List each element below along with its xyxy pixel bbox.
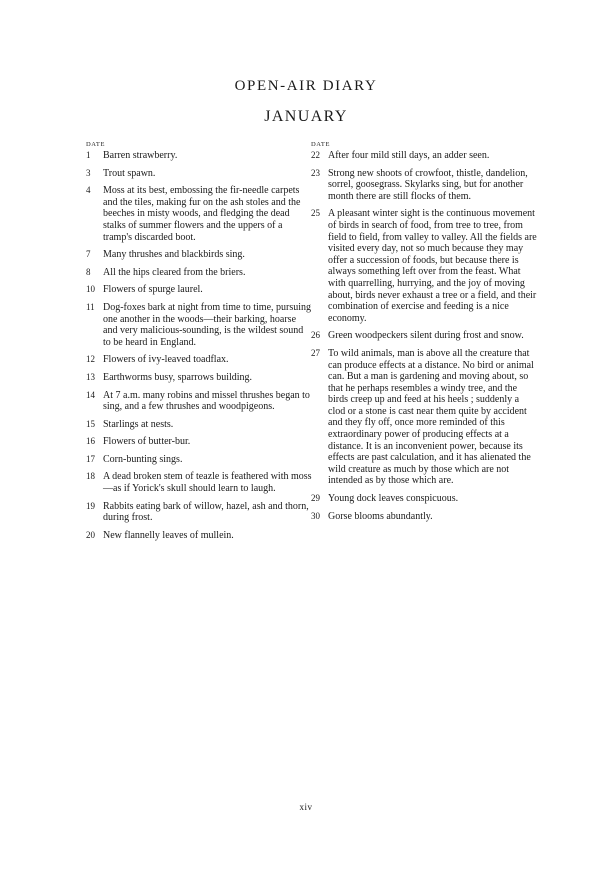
diary-entry (311, 348, 537, 487)
entry-text: At 7 a.m. many robins and missel thrushes began to sing, and a few thrushes and woodpigeons. (103, 389, 310, 413)
entry-text: New flannelly leaves of mullein. (103, 529, 234, 541)
entry-day-number: 23 (311, 167, 320, 178)
page-number: xiv (299, 802, 313, 812)
entry-text: A dead broken stem of teazle is feathered with moss—as if Yorick's skull should learn to laugh. (103, 471, 312, 495)
entry-text: Young dock leaves conspicuous. (328, 493, 459, 505)
entry-text: Trout spawn. (103, 167, 156, 179)
page-title: OPEN-AIR DIARY (234, 78, 378, 94)
diary-entry (311, 208, 537, 324)
entry-day-number: 25 (311, 208, 320, 219)
entry-text: Starlings at nests. (103, 418, 174, 430)
entry-text: To wild animals, man is above all the creature that can produce effects at a distance. No bird or animal can. But a man is gardening and moving about, so that he perhaps resembles a windy tree, and the birds creep up and feed at his heels ; suddenly a clod or a stone is cast near them quite by accident and they fly off, once more reminded of this extraordinary power of producing effects at a distance. It is an inconvenient power, because its effects are past calculation, and it has alienated the wild creature as much by those which are not intended as by those which are. (328, 347, 534, 487)
entry-text: All the hips cleared from the briers. (103, 266, 246, 278)
entry-day-number: 10 (86, 284, 95, 295)
diary-entry (86, 436, 312, 448)
entry-day-number: 22 (311, 150, 320, 160)
left-column (86, 139, 312, 547)
entry-text: Earthworms busy, sparrows building. (103, 371, 253, 383)
entry-text: Flowers of spurge laurel. (103, 284, 203, 296)
entry-day-number: 15 (86, 418, 95, 429)
entry-day-number: 17 (86, 453, 95, 464)
diary-entry (86, 471, 312, 494)
entry-text: Flowers of butter-bur. (103, 436, 191, 448)
diary-entry (311, 168, 537, 203)
diary-entry (86, 302, 312, 348)
diary-entry (86, 454, 312, 466)
entry-day-number: 12 (86, 354, 95, 365)
entry-text: Barren strawberry. (103, 150, 178, 161)
entry-day-number: 16 (86, 436, 95, 447)
diary-entry (311, 330, 537, 342)
entry-text: Flowers of ivy-leaved toadflax. (103, 354, 229, 366)
date-column-label: DATE (86, 141, 106, 148)
date-column-label: DATE (311, 141, 331, 148)
entry-text: After four mild still days, an adder seen. (328, 150, 490, 161)
entry-text: Rabbits eating bark of willow, hazel, ash and thorn, during frost. (103, 500, 309, 524)
entry-day-number: 3 (86, 167, 91, 178)
diary-entry (86, 249, 312, 261)
entry-text: Moss at its best, embossing the fir-needle carpets and the tiles, making fur on the ash stoles and the beeches in misty woods, and fledging the dead stalks of summer flowers and the uppers of a tramp's discarded boot. (103, 185, 301, 243)
diary-entry (86, 168, 312, 180)
entry-day-number: 11 (86, 301, 95, 312)
diary-entry-list (311, 150, 537, 522)
diary-entry (86, 284, 312, 296)
diary-entry (86, 354, 312, 366)
entry-day-number: 19 (86, 500, 95, 511)
entry-day-number: 20 (86, 529, 95, 540)
diary-entry (311, 511, 537, 523)
diary-entry (311, 150, 537, 162)
month-title: JANUARY (264, 108, 348, 125)
entry-day-number: 18 (86, 471, 95, 482)
entry-text: Many thrushes and blackbirds sing. (103, 249, 245, 261)
diary-entry (86, 419, 312, 431)
entry-text: Corn-bunting sings. (103, 453, 183, 465)
diary-entry (86, 530, 312, 542)
entry-text: Green woodpeckers silent during frost and snow. (328, 330, 524, 342)
entry-day-number: 30 (311, 510, 320, 521)
diary-entry-list (86, 150, 312, 541)
entry-day-number: 13 (86, 371, 95, 382)
entry-day-number: 8 (86, 266, 91, 277)
entry-day-number: 4 (86, 185, 91, 196)
diary-entry (86, 390, 312, 413)
entry-day-number: 26 (311, 330, 320, 341)
diary-entry (311, 493, 537, 505)
right-column (311, 139, 537, 528)
entry-text: Gorse blooms abundantly. (328, 510, 433, 522)
entry-day-number: 14 (86, 389, 95, 400)
entry-text: Dog-foxes bark at night from time to time, pursuing one another in the woods—their barking, hoarse and very malicious-sounding, is the wildest sound to be heard in England. (103, 301, 312, 348)
diary-entry (86, 185, 312, 243)
entry-day-number: 7 (86, 249, 91, 260)
entry-text: A pleasant winter sight is the continuous movement of birds in search of food, from tree to tree, from field to field, from valley to valley. All the fields are visited every day, not so much because they may offer a succession of foods, but because there is always something left over from the feast. What with quarrelling, hurrying, and the joy of moving about, birds never exhaust a tree or a field, and their combination of exercise and feeding is a nice economy. (328, 208, 537, 324)
entry-day-number: 29 (311, 493, 320, 504)
entry-text: Strong new shoots of crowfoot, thistle, dandelion, sorrel, goosegrass. Skylarks sing, but for another month there are still flocks of them. (328, 167, 528, 202)
diary-entry (86, 267, 312, 279)
entry-day-number: 1 (86, 150, 91, 160)
entry-day-number: 27 (311, 347, 320, 358)
diary-entry (86, 501, 312, 524)
diary-entry (86, 150, 312, 162)
diary-entry (86, 372, 312, 384)
